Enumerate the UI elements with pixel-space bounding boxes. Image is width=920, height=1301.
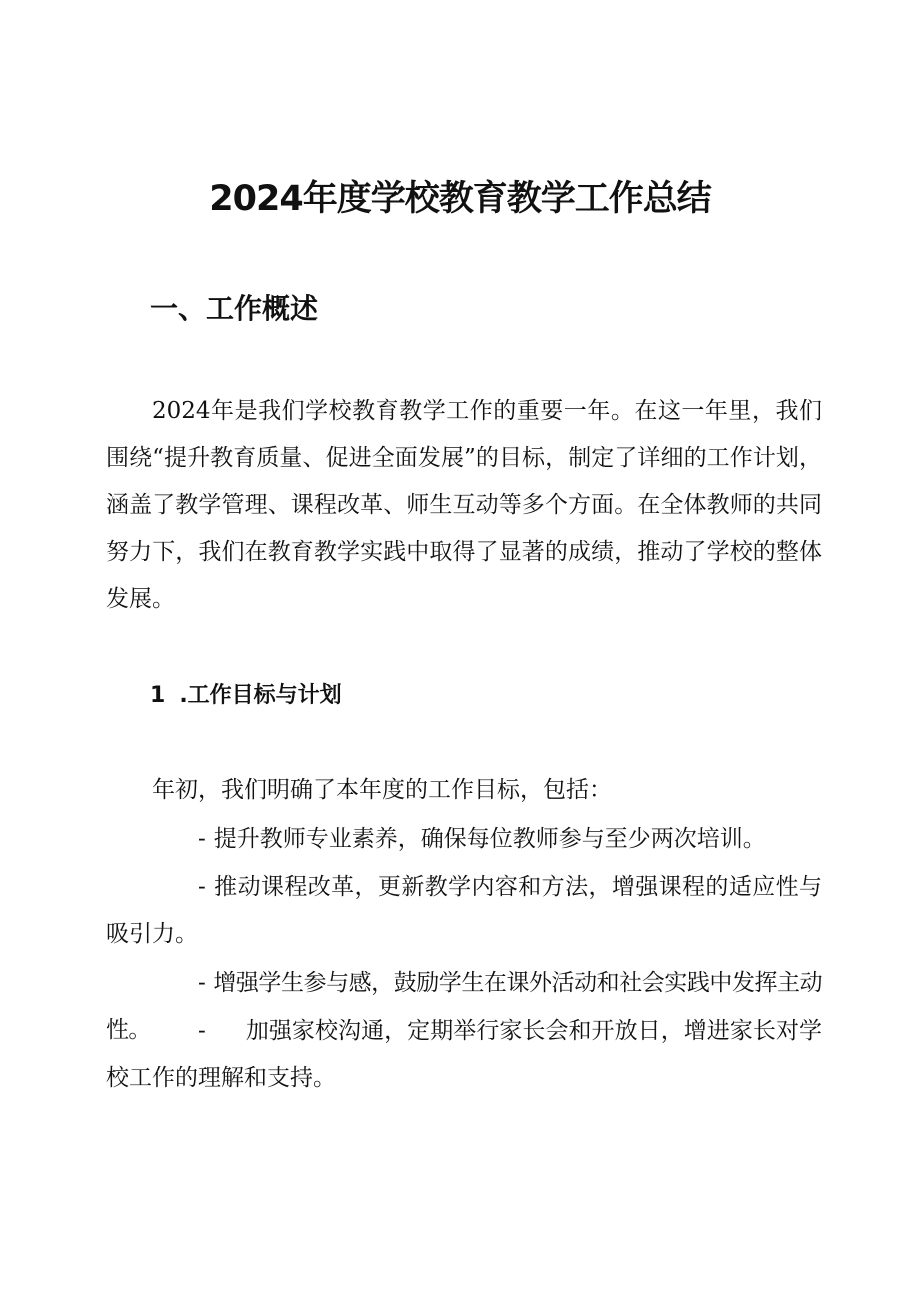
subsection-title: .工作目标与计划 bbox=[179, 683, 342, 708]
subsection-heading-goals bbox=[150, 678, 342, 714]
overview-paragraph: 2024年是我们学校教育教学工作的重要一年。在这一年里，我们围绕“提升教育质量、促进全面发展”的目标，制定了详细的工作计划，涵盖了教学管理、课程改革、师生互动等多个方面。在全体教师的共同努力下，我们在教育教学实践中取得了显著的成绩，推动了学校的整体发展。 bbox=[106, 398, 822, 612]
list-item-text: 推动课程改革，更新教学内容和方法，增强课程的适应性与吸引力。 bbox=[106, 874, 822, 947]
document-title: 2024年度学校教育教学工作总结 bbox=[209, 179, 711, 219]
subsection-number: 1 bbox=[150, 683, 166, 708]
list-dash: - bbox=[198, 826, 206, 852]
list-item-text: 增强学生参与感，鼓励学生在课外活动和社会实践中发挥主动性。 bbox=[106, 970, 822, 1043]
list-item bbox=[106, 864, 822, 958]
section-heading-overview: 一、工作概述 bbox=[150, 292, 319, 325]
list-item-text: 加强家校沟通，定期举行家长会和开放日，增进家长对学校工作的理解和支持。 bbox=[106, 1018, 822, 1091]
list-item bbox=[106, 1008, 822, 1102]
list-item-text: 提升教师专业素养，确保每位教师参与至少两次培训。 bbox=[213, 826, 766, 852]
goals-intro: 年初，我们明确了本年度的工作目标，包括： bbox=[152, 777, 612, 803]
list-item bbox=[106, 816, 822, 863]
list-dash: - bbox=[198, 874, 206, 900]
list-dash: - bbox=[198, 970, 206, 996]
list-dash: - bbox=[198, 1018, 206, 1044]
